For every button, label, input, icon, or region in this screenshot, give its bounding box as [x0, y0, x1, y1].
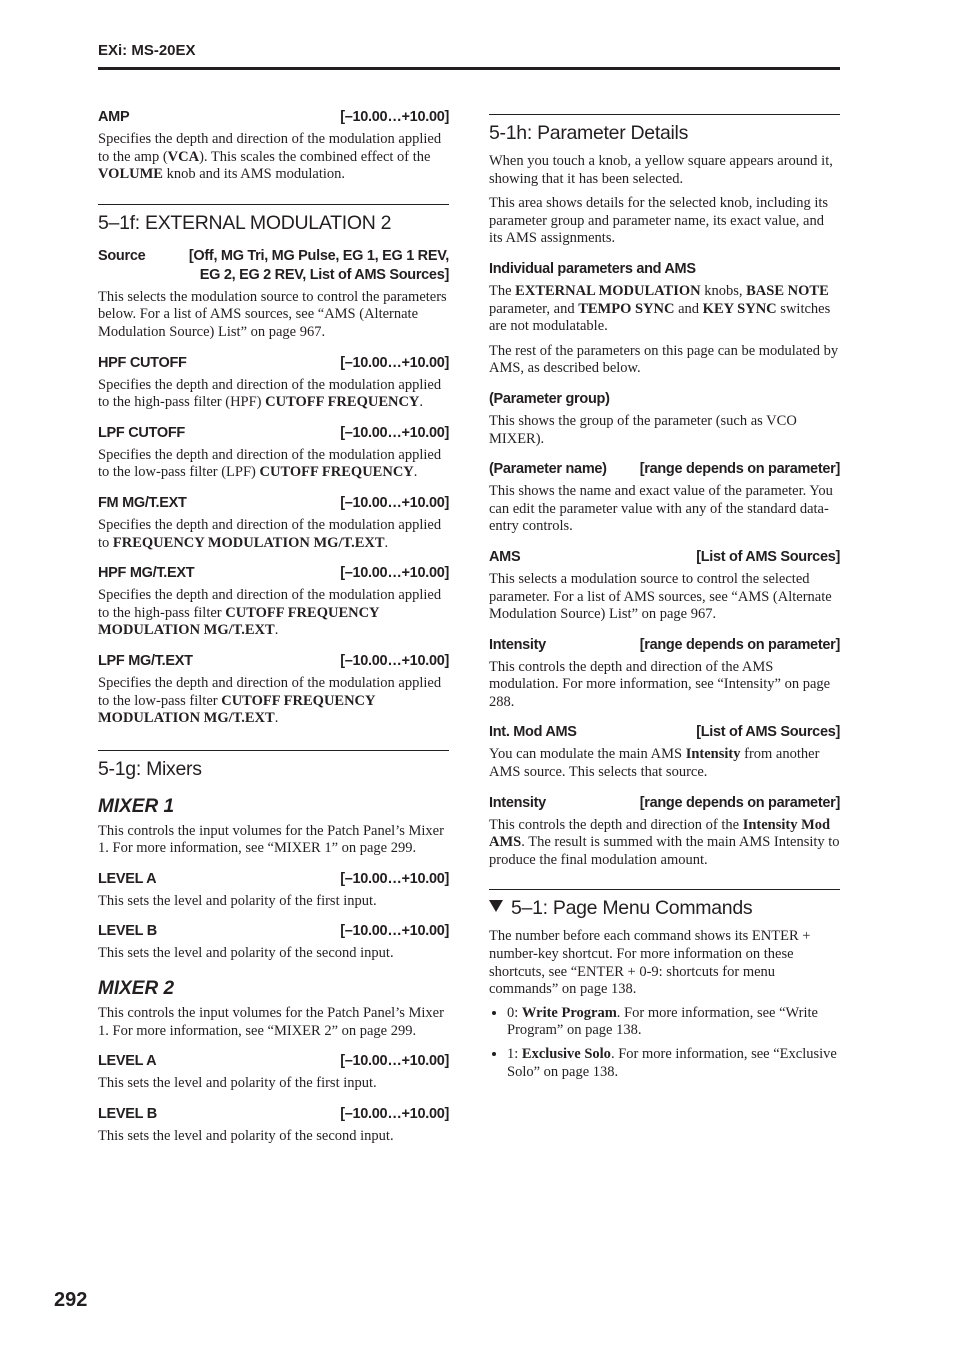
- individual-description: The EXTERNAL MODULATION knobs, BASE NOTE parameter, and TEMPO SYNC and KEY SYNC switches are not modulatable.: [489, 282, 831, 335]
- hpf-mg-description: Specifies the depth and direction of the modulation applied to the high-pass filter CUTOFF FREQUENCY MODULATION MG/T.EXT.: [98, 587, 442, 639]
- param-range: [–10.00…+10.00]: [340, 354, 449, 371]
- param-mixer1-level-b: [98, 922, 449, 941]
- param-range: [–10.00…+10.00]: [340, 109, 449, 125]
- details-paragraph-2: This area shows details for the selected knob, including its parameter group and parameter name, its exact value, and its AMS assignments.: [489, 195, 829, 247]
- section-heading-mixers: 5-1g: Mixers: [98, 750, 449, 781]
- mixer2-level-b-description: This sets the level and polarity of the second input.: [98, 1127, 394, 1144]
- intensity-2-description: This controls the depth and direction of the Intensity Mod AMS. The result is summed with the main AMS Intensity to produce the final modulation amount.: [489, 816, 840, 868]
- param-hpf-mg: [98, 564, 449, 583]
- param-range: [–10.00…+10.00]: [340, 424, 449, 441]
- param-intensity: [489, 636, 840, 655]
- mixer1-level-b-description: This sets the level and polarity of the second input.: [98, 945, 394, 962]
- param-name: HPF CUTOFF: [98, 354, 187, 371]
- section-heading-page-menu: 5–1: Page Menu Commands: [489, 889, 840, 920]
- param-intensity-2: [489, 794, 840, 813]
- param-range: [–10.00…+10.00]: [340, 494, 449, 511]
- details-paragraph-1: When you touch a knob, a yellow square appears around it, showing that it has been selected.: [489, 153, 833, 187]
- intensity-description: This controls the depth and direction of the AMS modulation. For more information, see “Intensity” on page 288.: [489, 658, 831, 710]
- running-header: EXi: MS-20EX: [98, 42, 196, 59]
- param-range: [List of AMS Sources]: [696, 548, 840, 565]
- param-name: AMP: [98, 109, 130, 125]
- amp-description: Specifies the depth and direction of the modulation applied to the amp (VCA). This scales the combined effect of the VOLUME knob and its AMS modulation.: [98, 131, 442, 183]
- param-hpf-cutoff: [98, 354, 449, 373]
- menu-command-list: [489, 1005, 840, 1081]
- param-range: [–10.00…+10.00]: [340, 923, 449, 940]
- header-rule: [98, 67, 840, 70]
- subheading-mixer-2: MIXER 2: [98, 978, 175, 1000]
- param-name: LEVEL B: [98, 1105, 157, 1122]
- param-parameter-name: [489, 460, 840, 479]
- param-ams: [489, 548, 840, 567]
- ams-description: This selects a modulation source to control the selected parameter. For a list of AMS sources, see “AMS (Alternate Modulation Source) List” on page 967.: [489, 570, 832, 623]
- source-description: This selects the modulation source to control the parameters below. For a list of AMS sources, see “AMS (Alternate Modulation Source) List” on page 967.: [98, 288, 447, 340]
- individual-paragraph-2: The rest of the parameters on this page can be modulated by AMS, as described below.: [489, 342, 839, 377]
- param-name: AMS: [489, 548, 521, 565]
- list-item: • 1: Exclusive Solo. For more information, see “Exclusive Solo” on page 138.: [507, 1046, 840, 1081]
- param-fm-mg: [98, 494, 449, 513]
- param-name: Source: [98, 247, 146, 264]
- lpf-cutoff-description: Specifies the depth and direction of the modulation applied to the low-pass filter (LPF) CUTOFF FREQUENCY.: [98, 446, 442, 481]
- mixer1-level-a-description: This sets the level and polarity of the first input.: [98, 892, 377, 909]
- param-lpf-mg: [98, 652, 449, 671]
- param-int-mod-ams: [489, 723, 840, 742]
- int-mod-ams-description: You can modulate the main AMS Intensity from another AMS source. This selects that source.: [489, 746, 820, 781]
- param-mixer2-level-a: [98, 1052, 449, 1071]
- param-name: Intensity: [489, 636, 546, 653]
- right-column: [489, 108, 840, 1087]
- param-name: LEVEL A: [98, 870, 157, 887]
- subheading-mixer-1: MIXER 1: [98, 795, 175, 817]
- section-heading-external-mod: 5–1f: EXTERNAL MODULATION 2: [98, 204, 449, 235]
- heading-individual-params: Individual parameters and AMS: [489, 260, 696, 277]
- param-mixer2-level-b: [98, 1105, 449, 1124]
- menu-description: The number before each command shows its ENTER + number-key shortcut. For more information on these shortcuts, see “ENTER + 0-9: shortcuts for menu commands” on page 138.: [489, 928, 811, 998]
- param-name: LEVEL B: [98, 923, 157, 940]
- param-name: (Parameter name): [489, 461, 607, 478]
- mixer1-description: This controls the input volumes for the Patch Panel’s Mixer 1. For more information, see “MIXER 1” on page 299.: [98, 822, 444, 857]
- param-name: Intensity: [489, 794, 546, 811]
- mixer2-level-a-description: This sets the level and polarity of the first input.: [98, 1075, 377, 1092]
- param-range: [Off, MG Tri, MG Pulse, EG 1, EG 1 REV, EG 2, EG 2 REV, List of AMS Sources]: [188, 247, 449, 283]
- param-range: [range depends on parameter]: [639, 461, 840, 478]
- hpf-cutoff-description: Specifies the depth and direction of the modulation applied to the high-pass filter (HPF) CUTOFF FREQUENCY.: [98, 376, 442, 411]
- parameter-group-description: This shows the group of the parameter (such as VCO MIXER).: [489, 412, 797, 447]
- param-name: LEVEL A: [98, 1053, 157, 1070]
- param-name: Int. Mod AMS: [489, 724, 577, 741]
- param-range: [–10.00…+10.00]: [340, 1053, 449, 1070]
- list-item: • 0: Write Program. For more information, see “Write Program” on page 138.: [507, 1005, 840, 1040]
- triangle-down-icon: [489, 900, 503, 912]
- page-number: 292: [54, 1289, 88, 1311]
- parameter-name-description: This shows the name and exact value of the parameter. You can edit the parameter value with any of the standard data-entry controls.: [489, 483, 833, 535]
- mixer2-description: This controls the input volumes for the Patch Panel’s Mixer 1. For more information, see “MIXER 2” on page 299.: [98, 1005, 444, 1039]
- param-source: [98, 247, 449, 285]
- fm-mg-description: Specifies the depth and direction of the modulation applied to FREQUENCY MODULATION MG/T.EXT.: [98, 516, 442, 551]
- lpf-mg-description: Specifies the depth and direction of the modulation applied to the low-pass filter CUTOFF FREQUENCY MODULATION MG/T.EXT.: [98, 674, 442, 727]
- param-name: LPF CUTOFF: [98, 424, 185, 441]
- param-range: [–10.00…+10.00]: [340, 565, 449, 582]
- param-lpf-cutoff: [98, 424, 449, 443]
- param-name: LPF MG/T.EXT: [98, 652, 193, 669]
- param-range: [–10.00…+10.00]: [340, 652, 449, 669]
- param-name: FM MG/T.EXT: [98, 494, 187, 511]
- heading-parameter-group: (Parameter group): [489, 390, 610, 407]
- param-range: [range depends on parameter]: [639, 794, 840, 811]
- section-heading-parameter-details: 5-1h: Parameter Details: [489, 114, 840, 145]
- param-mixer1-level-a: [98, 870, 449, 889]
- param-amp: [98, 108, 449, 127]
- param-name: HPF MG/T.EXT: [98, 565, 195, 582]
- param-range: [List of AMS Sources]: [696, 724, 840, 741]
- param-range: [–10.00…+10.00]: [340, 1105, 449, 1122]
- param-range: [–10.00…+10.00]: [340, 870, 449, 887]
- left-column: [98, 108, 449, 1145]
- param-range: [range depends on parameter]: [639, 636, 840, 653]
